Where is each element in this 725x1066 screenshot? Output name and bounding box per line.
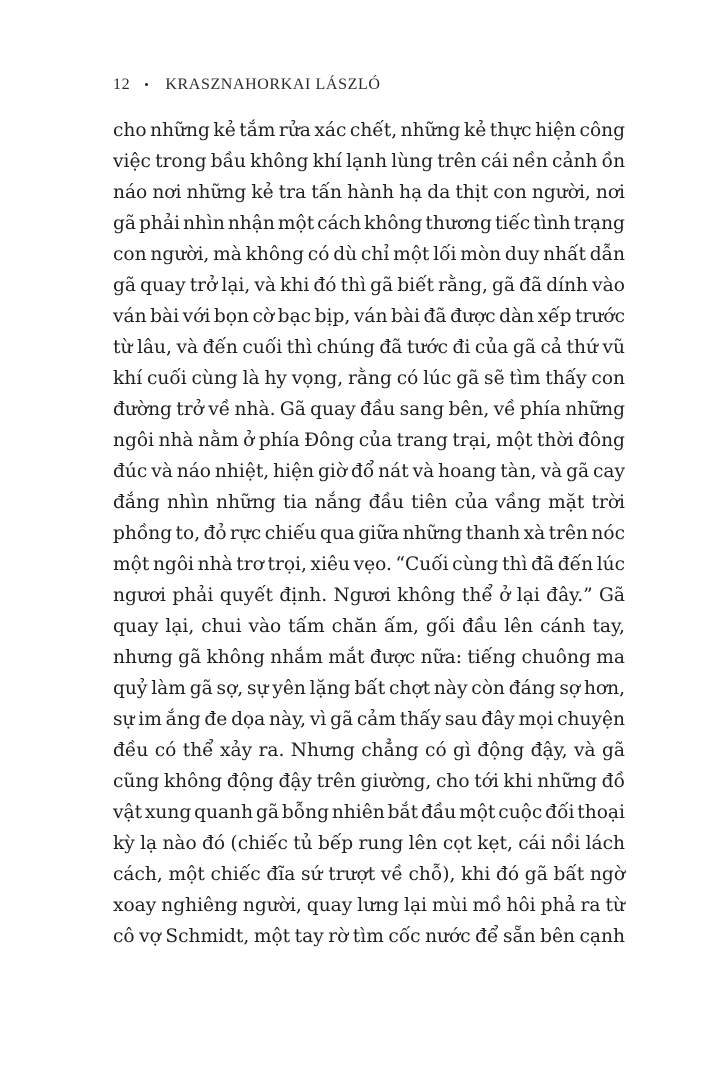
author-name: KRASZNAHORKAI LÁSZLÓ bbox=[165, 76, 381, 93]
text-line: quay lại, chui vào tấm chăn ấm, gối đầu lên cánh tay, bbox=[113, 616, 625, 637]
text-line: kỳ lạ nào đó (chiếc tủ bếp rung lên cọt kẹt, cái nồi lách bbox=[113, 833, 626, 854]
text-line: khí cuối cùng là hy vọng, rằng có lúc gã sẽ tìm thấy con bbox=[113, 368, 626, 389]
text-line: cũng không động đậy trên giường, cho tới khi những đồ bbox=[113, 771, 625, 792]
text-line: con người, mà không có dù chỉ một lối mòn duy nhất dẫn bbox=[113, 244, 626, 265]
text-line: ngươi phải quyết định. Ngươi không thể ở lại đây.” Gã bbox=[113, 585, 625, 606]
text-line: náo nơi những kẻ tra tấn hành hạ da thịt con người, nơi bbox=[113, 182, 625, 203]
text-line: cô vợ Schmidt, một tay rờ tìm cốc nước để sẵn bên cạnh bbox=[113, 926, 625, 947]
text-line: đều có thể xảy ra. Nhưng chẳng có gì động đậy, và gã bbox=[113, 740, 625, 761]
text-line: từ lâu, và đến cuối thì chúng đã tước đi của gã cả thứ vũ bbox=[113, 337, 625, 358]
header-separator: • bbox=[144, 77, 150, 92]
text-line: sự im ắng đe dọa này, vì gã cảm thấy sau đây mọi chuyện bbox=[113, 709, 625, 730]
text-line: việc trong bầu không khí lạnh lùng trên cái nền cảnh ồn bbox=[113, 151, 626, 172]
text-line: nhưng gã không nhắm mắt được nữa: tiếng chuông ma bbox=[113, 647, 625, 668]
text-line: vật xung quanh gã bỗng nhiên bắt đầu một cuộc đối thoại bbox=[113, 802, 625, 823]
text-line: cho những kẻ tắm rửa xác chết, những kẻ thực hiện công bbox=[113, 120, 626, 141]
text-line: xoay nghiêng người, quay lưng lại mùi mồ hôi phả ra từ bbox=[113, 895, 625, 916]
text-line: đắng nhìn những tia nắng đầu tiên của vầng mặt trời bbox=[113, 492, 625, 513]
text-line: quỷ làm gã sợ, sự yên lặng bất chợt này còn đáng sợ hơn, bbox=[113, 678, 626, 699]
text-line: gã quay trở lại, và khi đó thì gã biết rằng, gã đã dính vào bbox=[113, 275, 625, 296]
text-line: đúc và náo nhiệt, hiện giờ đổ nát và hoang tàn, và gã cay bbox=[113, 461, 626, 482]
text-line: ván bài với bọn cờ bạc bịp, ván bài đã được dàn xếp trước bbox=[113, 306, 626, 327]
text-line: gã phải nhìn nhận một cách không thương tiếc tình trạng bbox=[113, 213, 625, 234]
text-line: đường trở về nhà. Gã quay đầu sang bên, về phía những bbox=[113, 399, 625, 420]
text-line: phồng to, đỏ rực chiếu qua giữa những thanh xà trên nóc bbox=[113, 523, 626, 544]
running-header bbox=[113, 74, 380, 96]
text-line: ngôi nhà nằm ở phía Đông của trang trại, một thời đông bbox=[113, 430, 625, 451]
text-line: một ngôi nhà trơ trọi, xiêu vẹo. “Cuối cùng thì đã đến lúc bbox=[113, 554, 626, 575]
text-line: cách, một chiếc đĩa sứ trượt về chỗ), khi đó gã bất ngờ bbox=[113, 864, 626, 885]
page-number: 12 bbox=[113, 76, 131, 93]
body-text bbox=[113, 115, 625, 952]
